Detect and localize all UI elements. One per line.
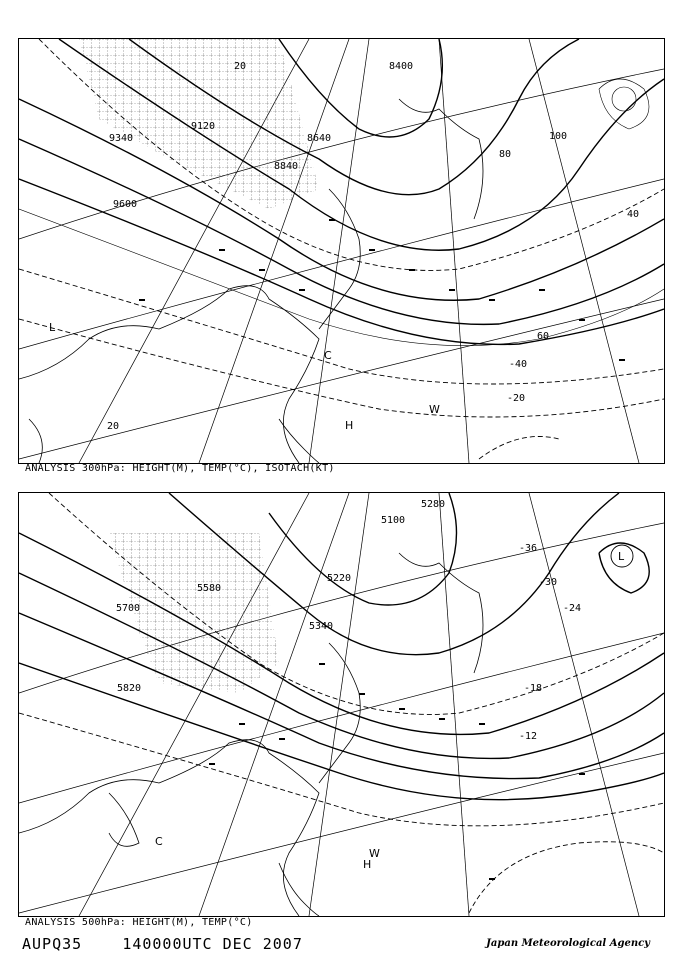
temp-label: 20 (107, 421, 120, 432)
isotach-label: 40 (627, 209, 640, 220)
temp-label: -20 (507, 393, 526, 404)
pressure-center-w: W (369, 847, 380, 860)
pressure-center-w: W (429, 403, 440, 416)
temp-label: -36 (519, 543, 538, 554)
isotach-label: 60 (537, 331, 550, 342)
chart-id-and-time (22, 935, 303, 953)
analysis-300hpa-map (18, 38, 665, 464)
height-label: 9340 (109, 133, 134, 144)
temp-label: -30 (539, 577, 558, 588)
height-label: 8640 (307, 133, 332, 144)
temp-label: -40 (509, 359, 528, 370)
temp-label: -24 (563, 603, 582, 614)
pressure-center-c: C (155, 835, 163, 848)
height-label: 5340 (309, 621, 334, 632)
temp-label: -18 (524, 683, 543, 694)
map-300hpa-canvas (19, 39, 664, 463)
pressure-center-c: C (324, 349, 332, 362)
analysis-500hpa-map (18, 492, 665, 917)
pressure-center-h: H (363, 858, 372, 871)
pressure-center-l: L (618, 550, 625, 563)
agency-name: Japan Meteorological Agency (486, 938, 650, 949)
isotach-label: 20 (234, 61, 247, 72)
valid-time: 140000UTC DEC 2007 (122, 935, 303, 953)
height-label: 5580 (197, 583, 222, 594)
caption-300hpa: ANALYSIS 300hPa: HEIGHT(M), TEMP(°C), ISOTACH(KT) (25, 463, 335, 474)
isotach-label: 100 (549, 131, 568, 142)
height-label: 5700 (116, 603, 141, 614)
caption-500hpa: ANALYSIS 500hPa: HEIGHT(M), TEMP(°C) (25, 917, 253, 928)
height-label: 5820 (117, 683, 142, 694)
height-label: 5280 (421, 499, 446, 510)
height-label: 5220 (327, 573, 352, 584)
temp-label: -12 (519, 731, 538, 742)
height-label: 9120 (191, 121, 216, 132)
height-label: 9600 (113, 199, 138, 210)
height-label: 8840 (274, 161, 299, 172)
pressure-center-h: H (345, 419, 354, 432)
height-label: 5100 (381, 515, 406, 526)
temp-contours (19, 493, 664, 913)
pressure-center-l: L (49, 321, 56, 334)
isotach-label: 80 (499, 149, 512, 160)
map-500hpa-canvas (19, 493, 664, 916)
chart-code: AUPQ35 (22, 935, 83, 953)
height-label: 8400 (389, 61, 414, 72)
